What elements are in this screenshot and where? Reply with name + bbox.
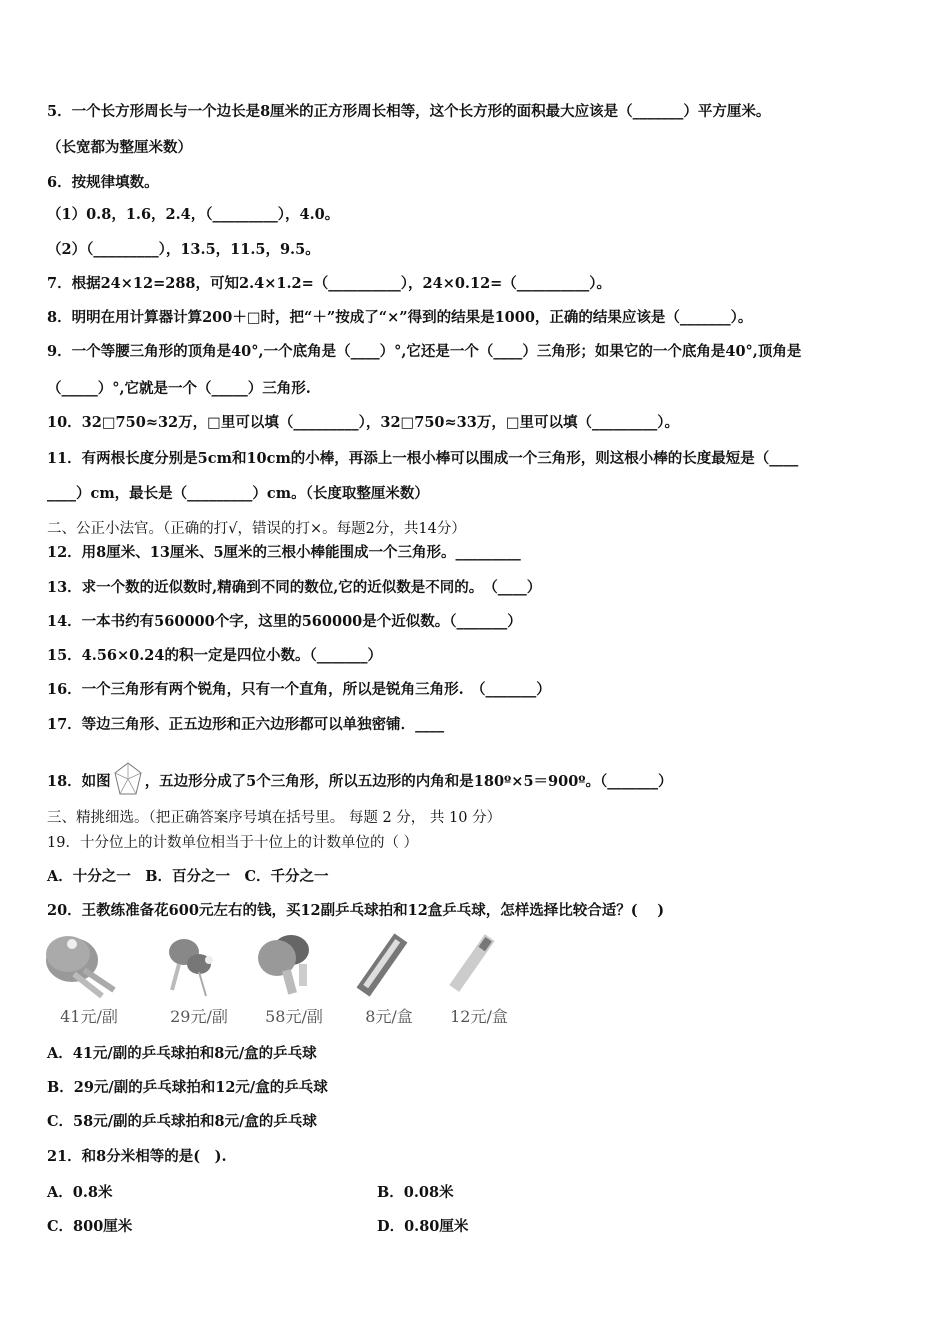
price-images bbox=[44, 932, 524, 1032]
question-9-line-2: （_____）°,它就是一个（_____）三角形. bbox=[47, 380, 311, 397]
question-18 bbox=[47, 761, 673, 803]
ball-tube-icon bbox=[344, 932, 434, 1002]
price-label: 29元/副 bbox=[170, 1007, 228, 1026]
question-21-option-a: A．0.8米 bbox=[47, 1184, 113, 1201]
pentagon-figure-icon bbox=[113, 761, 143, 803]
question-6-part-2: （2）（_________），13.5，11.5，9.5。 bbox=[47, 241, 320, 258]
question-5-line-2: （长宽都为整厘米数） bbox=[47, 139, 192, 156]
question-10: 10．32□750≈32万，□里可以填（_________），32□750≈33万，□里可以填（_________）。 bbox=[47, 414, 680, 431]
question-19: 19．十分位上的计数单位相当于十位上的计数单位的（ ） bbox=[47, 835, 419, 851]
question-17: 17．等边三角形、正五边形和正六边形都可以单独密铺．____ bbox=[47, 716, 445, 733]
price-label: 58元/副 bbox=[265, 1007, 323, 1026]
question-18-text: ，五边形分成了5个三角形，所以五边形的内角和是180º×5＝900º。（_______） bbox=[144, 773, 673, 790]
question-6-part-1: （1）0.8，1.6，2.4，（_________），4.0。 bbox=[47, 206, 340, 223]
paddle-icon bbox=[249, 932, 339, 1002]
paddle-icon bbox=[44, 932, 134, 1002]
question-9-line-1: 9．一个等腰三角形的顶角是40°,一个底角是（____）°,它还是一个（____）三角形；如果它的一个底角是40°,顶角是 bbox=[47, 343, 802, 360]
question-20-option-b: B．29元/副的乒乓球拍和12元/盒的乒乓球 bbox=[47, 1079, 328, 1096]
price-label: 8元/盒 bbox=[365, 1007, 413, 1026]
paddle-item-3 bbox=[249, 932, 339, 1032]
question-20: 20．王教练准备花600元左右的钱，买12副乒乓球拍和12盒乒乓球，怎样选择比较合适？( ) bbox=[47, 902, 665, 919]
question-15: 15．4.56×0.24的积一定是四位小数。（_______） bbox=[47, 647, 382, 664]
question-21-option-c: C．800厘米 bbox=[47, 1218, 133, 1235]
question-14: 14．一本书约有560000个字，这里的560000是个近似数。（_______） bbox=[47, 613, 522, 630]
question-20-option-c: C．58元/副的乒乓球拍和8元/盒的乒乓球 bbox=[47, 1113, 317, 1130]
question-5-line-1: 5．一个长方形周长与一个边长是8厘米的正方形周长相等，这个长方形的面积最大应该是（_______）平方厘米。 bbox=[47, 103, 771, 120]
ball-tube-icon bbox=[434, 932, 524, 1002]
question-6: 6．按规律填数。 bbox=[47, 174, 159, 191]
paddle-icon bbox=[154, 932, 244, 1002]
question-21-option-d: D．0.80厘米 bbox=[377, 1218, 469, 1235]
section-2-heading: 二、公正小法官。（正确的打√，错误的打×。每题2分，共14分） bbox=[47, 521, 466, 537]
question-11-line-2: ____）cm，最长是（_________）cm。（长度取整厘米数） bbox=[47, 485, 429, 502]
price-label: 12元/盒 bbox=[450, 1007, 508, 1026]
paddle-item-2 bbox=[154, 932, 244, 1032]
section-3-heading: 三、精挑细选。（把正确答案序号填在括号里。 每题 2 分， 共 10 分） bbox=[47, 810, 502, 826]
question-21-option-b: B．0.08米 bbox=[377, 1184, 454, 1201]
ball-box-item-2 bbox=[434, 932, 524, 1032]
question-16: 16．一个三角形有两个锐角，只有一个直角，所以是锐角三角形. （_______） bbox=[47, 681, 551, 698]
paddle-item-1 bbox=[44, 932, 134, 1032]
question-13: 13．求一个数的近似数时,精确到不同的数位,它的近似数是不同的。 （____） bbox=[47, 579, 542, 596]
question-11-line-1: 11．有两根长度分别是5cm和10cm的小棒，再添上一根小棒可以围成一个三角形，则这根小棒的长度最短是（____ bbox=[47, 450, 799, 467]
question-18-prefix: 18．如图 bbox=[47, 773, 111, 790]
ball-box-item-1 bbox=[344, 932, 434, 1032]
price-label: 41元/副 bbox=[60, 1007, 118, 1026]
question-7: 7．根据24×12=288，可知2.4×1.2=（__________），24×0.12=（__________）。 bbox=[47, 275, 612, 292]
question-12: 12．用8厘米、13厘米、5厘米的三根小棒能围成一个三角形。_________ bbox=[47, 544, 521, 561]
question-21: 21．和8分米相等的是( ). bbox=[47, 1148, 227, 1165]
question-8: 8．明明在用计算器计算200＋□时，把“＋”按成了“×”得到的结果是1000，正确的结果应该是（_______）。 bbox=[47, 309, 753, 326]
question-20-option-a: A．41元/副的乒乓球拍和8元/盒的乒乓球 bbox=[47, 1045, 317, 1062]
question-19-options: A．十分之一 B．百分之一 C．千分之一 bbox=[47, 868, 329, 885]
